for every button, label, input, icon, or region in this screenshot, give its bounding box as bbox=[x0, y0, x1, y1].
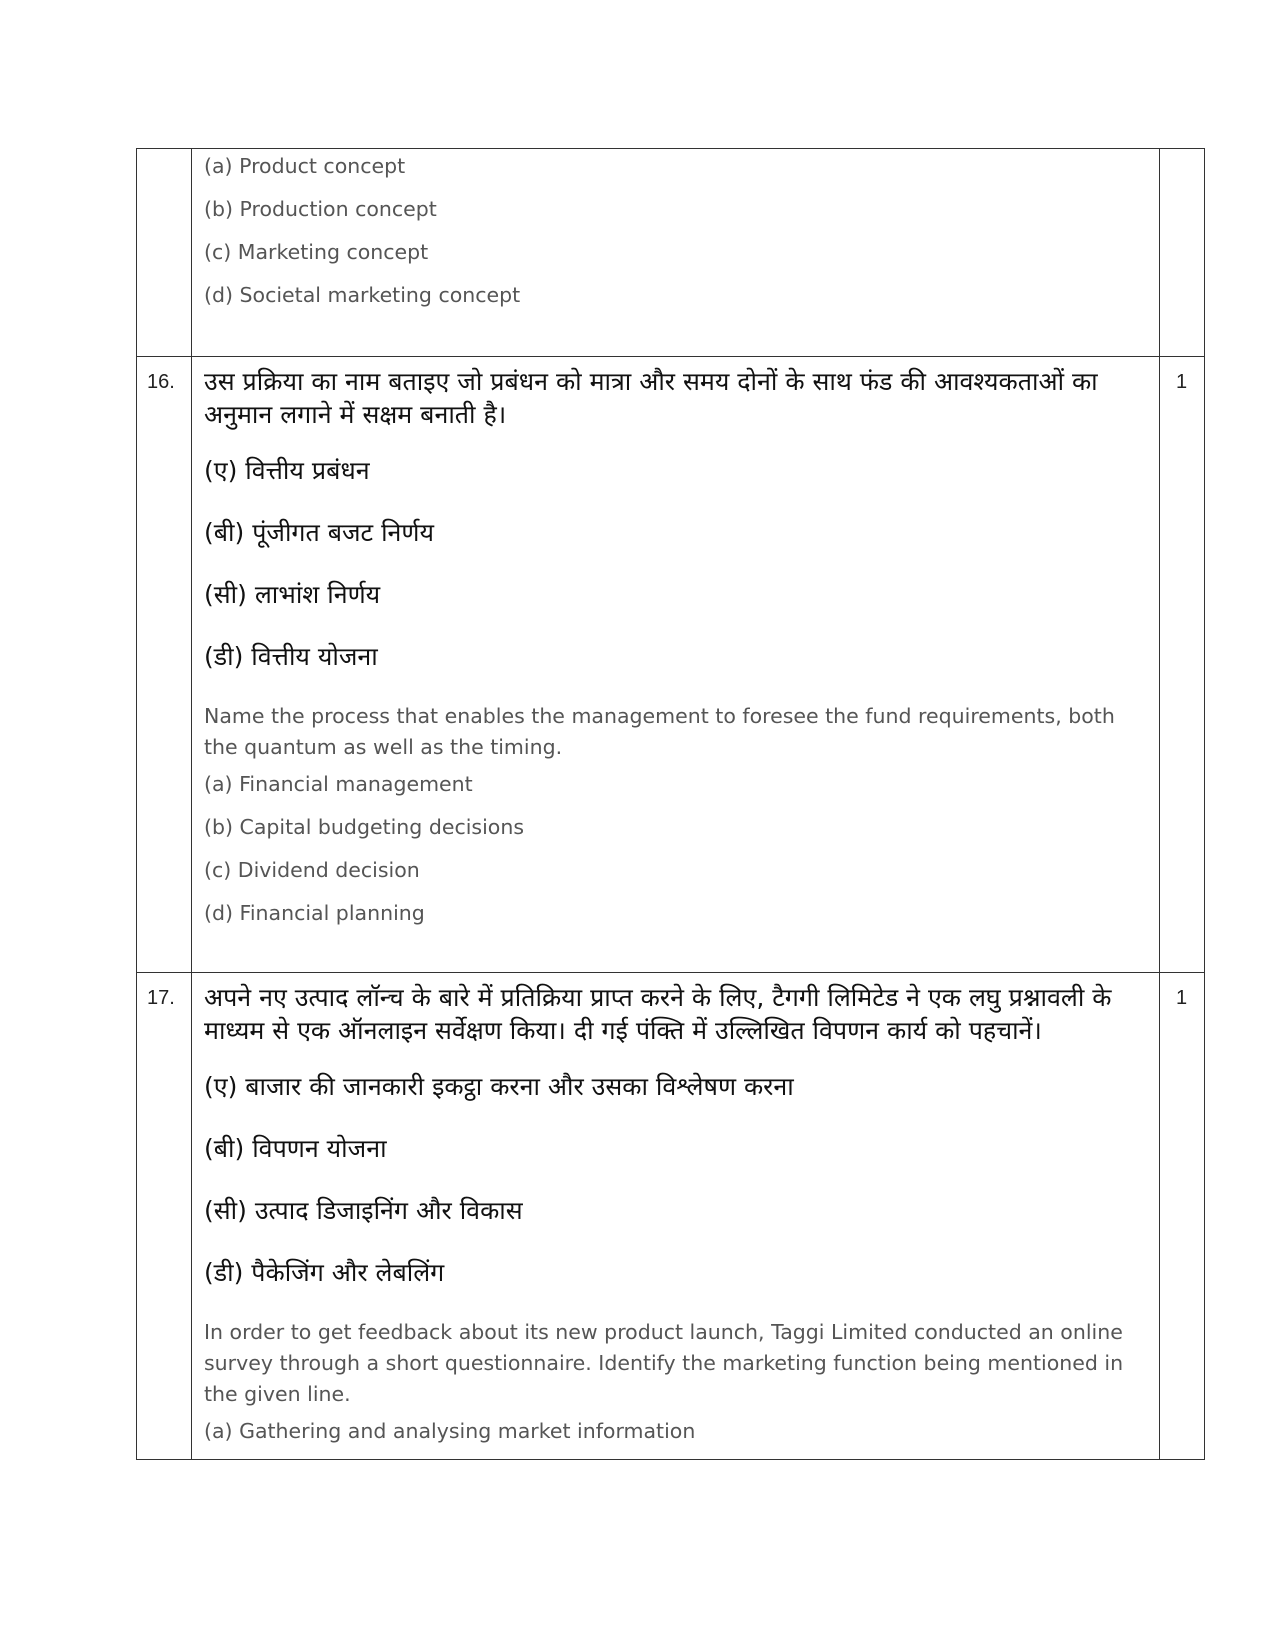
question-number: 17. bbox=[137, 973, 192, 1460]
question-table bbox=[136, 148, 1205, 1460]
question-marks: 1 bbox=[1160, 973, 1205, 1460]
english-option-a: (a) Financial management bbox=[204, 772, 473, 796]
question-row-17 bbox=[137, 973, 1205, 1460]
english-option-a: (a) Gathering and analysing market information bbox=[204, 1419, 696, 1443]
hindi-option-c: (सी) लाभांश निर्णय bbox=[204, 580, 381, 609]
english-option-a: (a) Product concept bbox=[204, 154, 406, 178]
english-option-d: (d) Financial planning bbox=[204, 901, 425, 925]
hindi-option-b: (बी) विपणन योजना bbox=[204, 1134, 387, 1163]
question-number: 16. bbox=[137, 357, 192, 973]
question-row-15-continued bbox=[137, 149, 1205, 357]
hindi-option-b: (बी) पूंजीगत बजट निर्णय bbox=[204, 518, 434, 547]
hindi-question-text: अपने नए उत्पाद लॉन्च के बारे में प्रतिक्रिया प्राप्त करने के लिए, टैगगी लिमिटेड ने एक लघु प्रश्नावली के माध्यम से एक ऑनलाइन सर्वेक्षण किया। दी गई पंक्ति में उल्लिखित विपणन कार्य को पहचानें। bbox=[204, 983, 1112, 1045]
hindi-question-text: उस प्रक्रिया का नाम बताइए जो प्रबंधन को मात्रा और समय दोनों के साथ फंड की आवश्यकताओं का अनुमान लगाने में सक्षम बनाती है। bbox=[204, 367, 1098, 429]
english-option-b: (b) Production concept bbox=[204, 197, 437, 221]
question-body bbox=[192, 149, 1160, 357]
english-question-text: Name the process that enables the management to foresee the fund requirements, both the quantum as well as the timing. bbox=[204, 704, 1115, 759]
english-question-text: In order to get feedback about its new product launch, Taggi Limited conducted an online survey through a short questionnaire. Identify the marketing function being mentioned in the given line. bbox=[204, 1320, 1124, 1406]
english-option-c: (c) Dividend decision bbox=[204, 858, 420, 882]
hindi-option-d: (डी) वित्तीय योजना bbox=[204, 642, 378, 671]
question-body bbox=[192, 973, 1160, 1460]
question-marks bbox=[1160, 149, 1205, 357]
hindi-option-d: (डी) पैकेजिंग और लेबलिंग bbox=[204, 1258, 445, 1287]
english-option-c: (c) Marketing concept bbox=[204, 240, 429, 264]
question-marks: 1 bbox=[1160, 357, 1205, 973]
hindi-option-a: (ए) बाजार की जानकारी इकट्ठा करना और उसका विश्लेषण करना bbox=[204, 1072, 794, 1101]
english-option-b: (b) Capital budgeting decisions bbox=[204, 815, 525, 839]
question-number bbox=[137, 149, 192, 357]
question-row-16 bbox=[137, 357, 1205, 973]
english-option-d: (d) Societal marketing concept bbox=[204, 283, 521, 307]
question-body bbox=[192, 357, 1160, 973]
hindi-option-c: (सी) उत्पाद डिजाइनिंग और विकास bbox=[204, 1196, 523, 1225]
hindi-option-a: (ए) वित्तीय प्रबंधन bbox=[204, 456, 370, 485]
